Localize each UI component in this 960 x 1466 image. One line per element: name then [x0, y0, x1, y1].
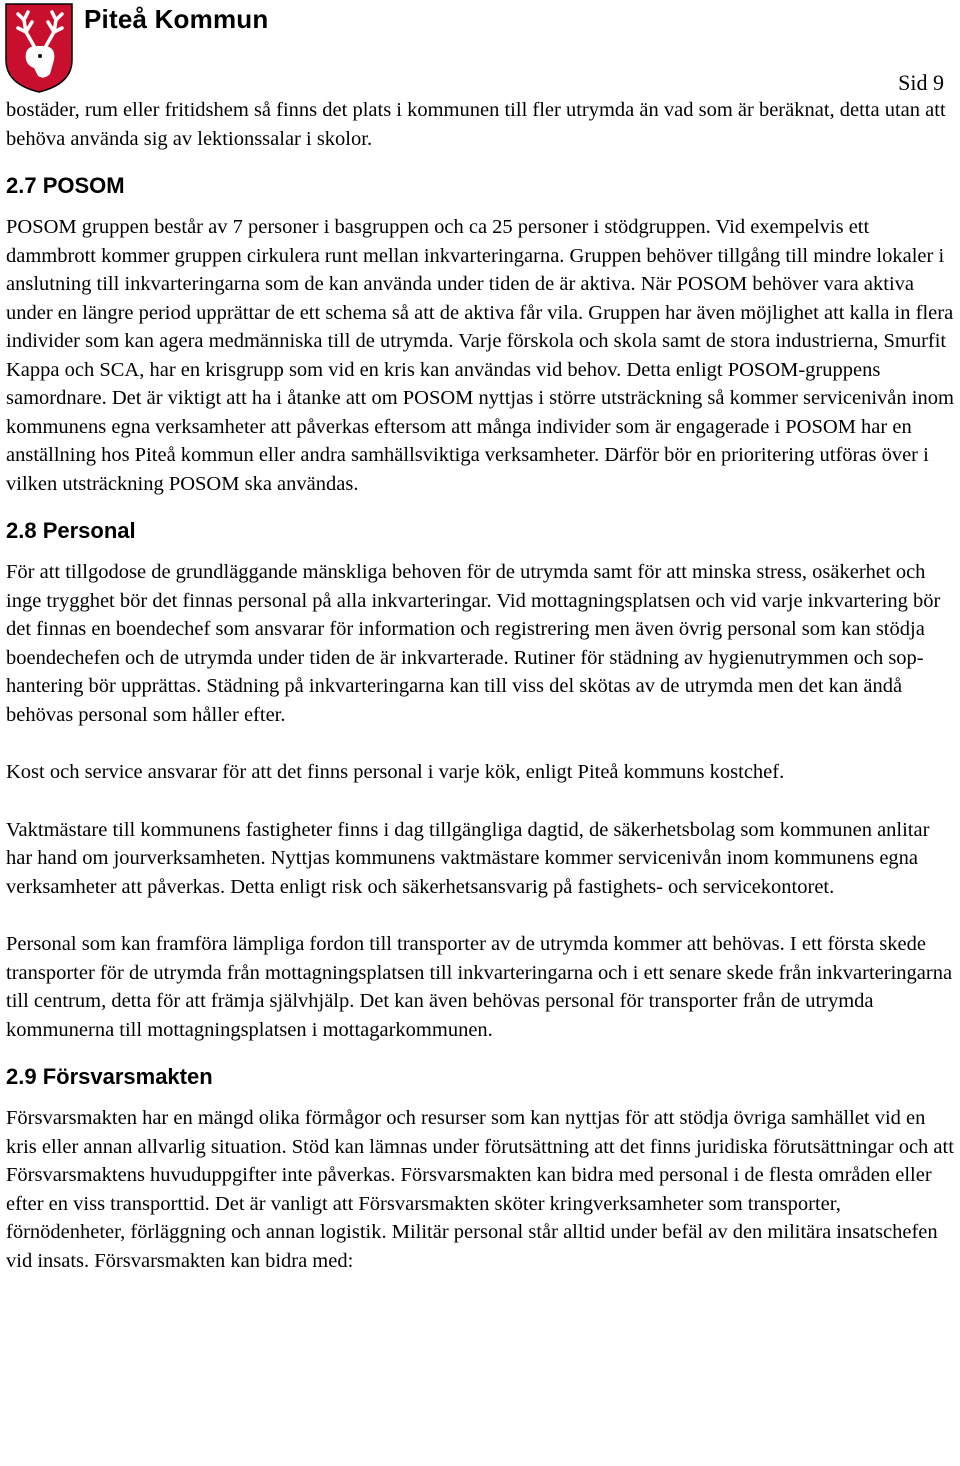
section-2-8-paragraph-2: Kost och service ansvarar för att det finns personal i varje kök, enligt Piteå kommuns kostchef.: [6, 761, 785, 783]
document-body: [6, 96, 956, 1275]
pitea-coat-of-arms-logo: [4, 2, 74, 94]
section-2-9-heading: 2.9 Försvarsmakten: [6, 1064, 213, 1089]
section-2-8-paragraph-3: Vaktmästare till kommunens fastigheter finns i dag tillgängliga dagtid, de säkerhetsbolag som kommunen anlitar har hand om jourverksamheten. Nyttjas kommunens vaktmästare kommer servicenivån inom kommunens egna verksamheter att påverkas. Detta enligt risk och säkerhetsansvarig på fastighets- och servicekontoret.: [6, 818, 930, 898]
section-2-8-heading: 2.8 Personal: [6, 518, 136, 543]
section-2-7-heading: 2.7 POSOM: [6, 173, 125, 198]
section-2-9-paragraph: Försvarsmakten har en mängd olika förmågor och resurser som kan nyttjas för att stödja övriga samhället vid en kris eller annan allvarlig situation. Stöd kan lämnas under förutsättning att det finns juridiska förutsättningar och att Försvarsmaktens huvuduppgifter inte påverkas. Försvarsmakten kan bidra med personal i de flesta områden eller efter en viss transporttid. Det är vanligt att Försvarsmakten sköter kringverksamheter som transporter, förnödenheter, förläggning och annan logistik. Militär personal står alltid under befäl av den militära insatschefen vid insats. Försvarsmakten kan bidra med:: [6, 1107, 954, 1272]
intro-paragraph: bostäder, rum eller fritidshem så finns det plats i kommunen till fler utrymda än vad som är beräknat, detta utan att behöva använda sig av lektionssalar i skolor.: [6, 99, 946, 150]
section-2-8-paragraph-4: Personal som kan framföra lämpliga fordon till transporter av de utrymda kommer att behövas. I ett första skede transporter för de utrymda från mottagningsplatsen till inkvarteringarna och i ett senare skede från inkvarteringarna till centrum, detta för att främja självhjälp. Det kan även behövas personal för transporter från de utrymda kommunerna till mottagningsplatsen i mottagarkommunen.: [6, 933, 953, 1041]
page-header: [0, 0, 960, 100]
section-2-7-paragraph: POSOM gruppen består av 7 personer i basgruppen och ca 25 personer i stödgruppen. Vid exempelvis ett dammbrott kommer gruppen cirkulera runt mellan inkvarteringarna. Gruppen behöver tillgång till mindre lokaler i anslutning till inkvarteringarna som de kan använda under tiden de är aktiva. När POSOM behöver vara aktiva under en längre period upprättar de ett schema så att de aktiva får vila. Gruppen har även möjlighet att kalla in flera individer som kan agera medmänniska till de utrymda. Varje förskola och skola samt de stora industrierna, Smurfit Kappa och SCA, har en krisgrupp som vid en kris kan användas vid behov. Detta enligt POSOM-gruppens samordnare. Det är viktigt att ha i åtanke att om POSOM nyttjas i större utsträckning så kommer servicenivån inom kommunens egna verksamheter att påverkas eftersom att många individer som är engagerade i POSOM har en anställning hos Piteå kommun eller andra samhällsviktiga verksamheter. Därför bör en prioritering utföras över i vilken utsträckning POSOM ska användas.: [6, 216, 954, 495]
page-number: Sid 9: [898, 70, 944, 95]
section-2-8-paragraph-1: För att tillgodose de grundläggande mänskliga behoven för de utrymda samt för att minska stress, osäkerhet och inge trygghet bör det finnas personal på alla inkvarteringar. Vid mottagningsplatsen och vid varje inkvartering bör det finnas en boendechef som ansvarar för information och registrering men även övrig personal som kan stödja boendechefen och de utrymda under tiden de är inkvarterade. Rutiner för städning av hygienutrymmen och sop-hantering bör upprättas. Städning på inkvarteringarna kan till viss del skötas av de utrymda men det kan ändå behövas personal som håller efter.: [6, 561, 941, 726]
brand-name: Piteå Kommun: [84, 4, 269, 34]
